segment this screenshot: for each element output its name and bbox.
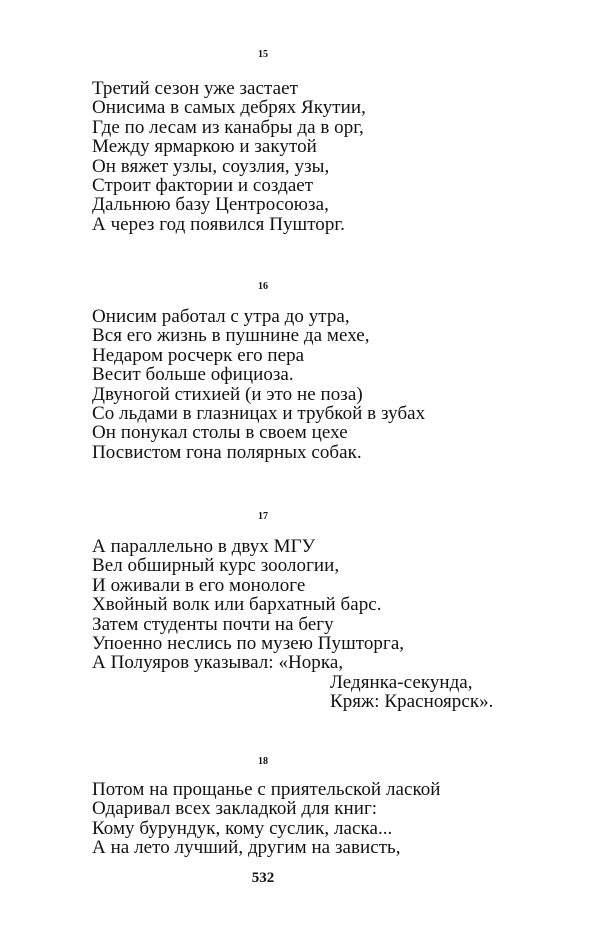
verse-line: Онисима в самых дебрях Якутии, bbox=[92, 97, 366, 119]
verse-line: Строит фактории и создает bbox=[92, 175, 314, 197]
verse-line: Хвойный волк или бархатный барс. bbox=[92, 594, 382, 616]
section-number-16: 16 bbox=[258, 281, 268, 292]
verse-line: Посвистом гона полярных собак. bbox=[92, 441, 362, 463]
page-number: 532 bbox=[251, 870, 275, 886]
verse-line: А через год появился Пушторг. bbox=[92, 213, 345, 235]
section-number-18: 18 bbox=[258, 756, 268, 767]
verse-line: Он понукал столы в своем цехе bbox=[92, 422, 348, 444]
verse-line: Где по лесам из канабры да в орг, bbox=[92, 116, 364, 138]
verse-line: Вел обширный курс зоологии, bbox=[92, 555, 340, 577]
verse-line: Со льдами в глазницах и трубкой в зубах bbox=[92, 403, 426, 425]
verse-line: Он вяжет узлы, соузлия, узы, bbox=[92, 155, 330, 177]
verse-line: Между ярмаркою и закутой bbox=[92, 136, 317, 158]
verse-line: Потом на прощанье с приятельской лаской bbox=[92, 779, 441, 800]
verse-line: А Полуяров указывал: «Норка, bbox=[92, 652, 344, 674]
verse-line: Затем студенты почти на бегу bbox=[92, 613, 334, 635]
verse-line: Вся его жизнь в пушнине да мехе, bbox=[92, 325, 370, 347]
verse-line: И оживали в его монологе bbox=[92, 574, 306, 596]
verse-line: Третий сезон уже застает bbox=[92, 78, 298, 99]
verse-line: Одаривал всех закладкой для книг: bbox=[92, 798, 378, 820]
verse-line: Упоенно неслись по музею Пушторга, bbox=[92, 633, 405, 655]
verse-line: Двуногой стихией (и это не поза) bbox=[92, 383, 363, 405]
verse-line: Онисим работал с утра до утра, bbox=[92, 306, 350, 327]
stanza-17 bbox=[92, 537, 493, 712]
verse-line-indented: Ледянка-секунда, bbox=[330, 671, 473, 693]
verse-line: Кому бурундук, кому суслик, ласка... bbox=[92, 817, 393, 839]
verse-line: Весит больше официоза. bbox=[92, 364, 294, 386]
verse-line: А параллельно в двух МГУ bbox=[92, 536, 316, 557]
verse-line-indented: Кряж: Красноярск». bbox=[330, 691, 494, 713]
stanza-15 bbox=[92, 79, 366, 234]
verse-line: Дальнюю базу Центросоюза, bbox=[92, 194, 329, 216]
section-number-15: 15 bbox=[258, 49, 268, 60]
stanza-18 bbox=[92, 780, 441, 858]
verse-line: Недаром росчерк его пера bbox=[92, 344, 305, 366]
section-number-17: 17 bbox=[258, 511, 268, 522]
verse-line: А на лето лучший, другим на зависть, bbox=[92, 837, 401, 859]
stanza-16 bbox=[92, 307, 425, 462]
